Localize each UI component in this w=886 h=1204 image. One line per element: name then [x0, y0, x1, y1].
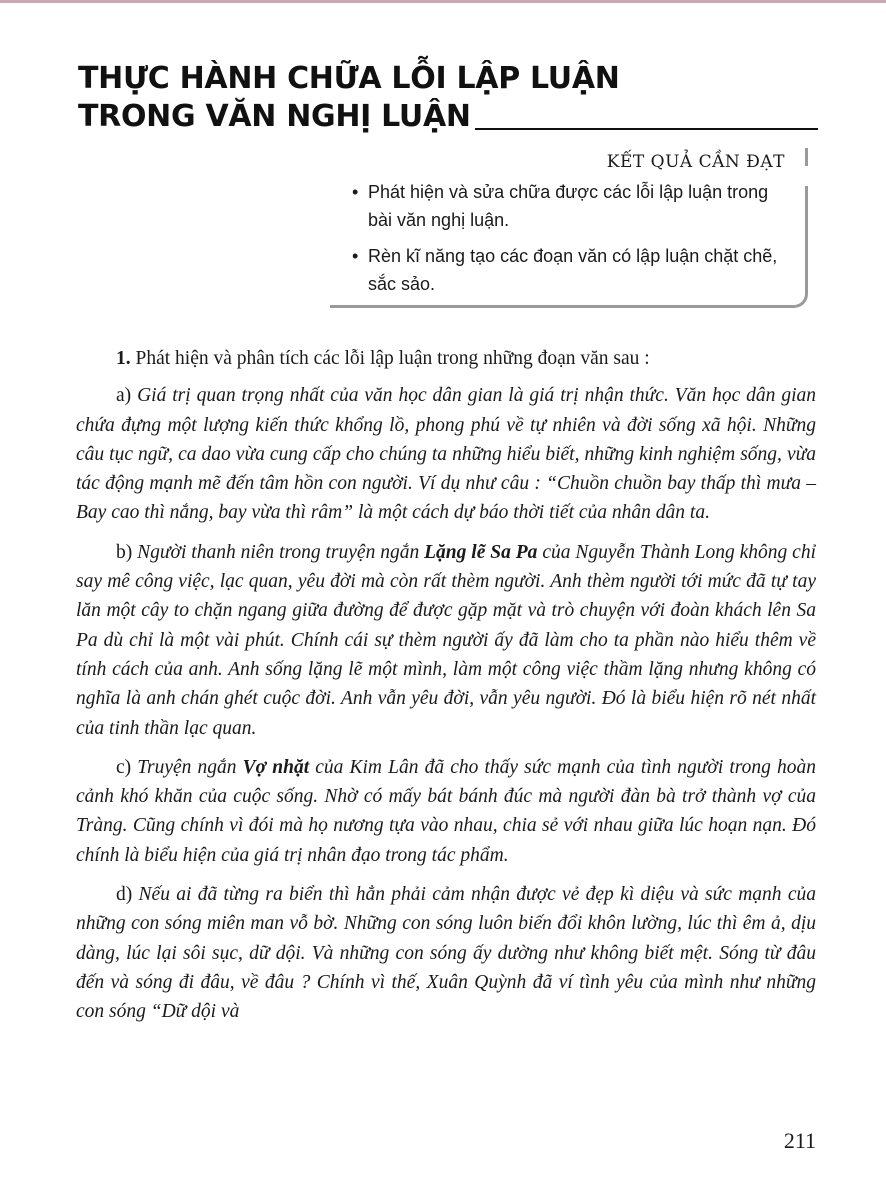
- exercise-1-prompt: [76, 344, 816, 373]
- title-underline-rule: [475, 128, 818, 130]
- goal-text: Phát hiện và sửa chữa được các lỗi lập luận trong bài văn nghị luận.: [368, 182, 769, 230]
- paragraph-c: [76, 753, 816, 870]
- paragraph-a: [76, 381, 816, 527]
- exercise-prompt-text: Phát hiện và phân tích các lỗi lập luận trong những đoạn văn sau :: [130, 348, 650, 369]
- paragraph-d-label: d): [116, 884, 139, 906]
- exercise-number: 1.: [116, 348, 131, 369]
- paragraph-d: [76, 880, 816, 1026]
- work-title-vo-nhat: Vợ nhặt: [242, 756, 310, 778]
- goals-heading: KẾT QUẢ CẦN ĐẠT: [606, 152, 785, 172]
- paragraph-a-label: a): [116, 385, 138, 407]
- title-line-2-row: [78, 98, 818, 136]
- bullet-icon: •: [352, 246, 359, 266]
- paragraph-b-text-after: của Nguyễn Thành Long không chỉ say mê công việc, lạc quan, yêu đời mà còn rất thèm người. Anh thèm người tới mức đã tự tay lăn một cây to chặn ngang giữa đường để được gặp mặt và trò chuyện với đoàn khách lên Sa Pa dù chỉ là một vài phút. Chính cái sự thèm người ấy đã làm cho ta phần nào hiểu thêm về tính cách của anh. Anh sống lặng lẽ một mình, làm một công việc thầm lặng nhưng không có nghĩa là anh chán ghét cuộc đời. Anh vẫn yêu đời, vẫn yêu người. Đó là biểu hiện rõ nét nhất của tinh thần lạc quan.: [76, 541, 816, 739]
- paragraph-b-label: b): [116, 541, 138, 563]
- goal-text: Rèn kĩ năng tạo các đoạn văn có lập luận chặt chẽ, sắc sảo.: [368, 246, 778, 294]
- bullet-icon: •: [352, 182, 359, 202]
- paragraph-c-text-after: của Kim Lân đã cho thấy sức mạnh của tình người trong hoàn cảnh khó khăn của cuộc sống. Nhờ có mấy bát bánh đúc mà người đàn bà trở thành vợ của Tràng. Cũng chính vì đói mà họ nương tựa vào nhau, chia sẻ với nhau giữa lúc hoạn nạn. Đó chính là biểu hiện của giá trị nhân đạo trong tác phẩm.: [76, 756, 817, 866]
- paragraph-b: [76, 538, 816, 743]
- paragraph-b-text-before: Người thanh niên trong truyện ngắn: [137, 541, 425, 563]
- page-number: 211: [783, 1128, 816, 1153]
- paragraph-c-text-before: Truyện ngắn: [137, 756, 243, 778]
- top-border-rule: [0, 0, 886, 3]
- paragraph-a-text: Giá trị quan trọng nhất của văn học dân gian là giá trị nhận thức. Văn học dân gian chứa đựng một lượng kiến thức khổng lồ, phong phú về tự nhiên và đời sống xã hội. Những câu tục ngữ, ca dao vừa cung cấp cho chúng ta những hiểu biết, những kinh nghiệm sống, vừa tác động mạnh mẽ đến tâm hồn con người. Ví dụ như câu : “Chuồn chuồn bay thấp thì mưa – Bay cao thì nắng, bay vừa thì râm” là một cách dự báo thời tiết của nhân dân ta.: [76, 385, 816, 524]
- title-line-2: TRONG VĂN NGHỊ LUẬN: [78, 99, 471, 134]
- paragraph-d-text: Nếu ai đã từng ra biển thì hẳn phải cảm nhận được vẻ đẹp kì diệu và sức mạnh của những con sóng miên man vỗ bờ. Những con sóng luôn biến đổi khôn lường, lúc thì êm ả, dịu dàng, lúc lại sôi sục, dữ dội. Và những con sóng ấy dường như không biết mệt. Sóng từ đâu đến và sóng đi đâu, về đâu ? Chính vì thế, Xuân Quỳnh đã ví tình yêu của mình như những con sóng “Dữ dội và: [76, 884, 816, 1023]
- goal-item: [352, 178, 792, 234]
- title-line-1: THỰC HÀNH CHỮA LỖI LẬP LUẬN: [78, 61, 620, 96]
- exercise-content: [76, 344, 816, 1037]
- goals-list: [352, 178, 792, 306]
- work-title-lang-le-sa-pa: Lặng lẽ Sa Pa: [424, 541, 538, 563]
- goal-item: [352, 242, 792, 298]
- paragraph-c-label: c): [116, 756, 138, 778]
- learning-goals-box: [330, 148, 808, 308]
- lesson-title: [78, 60, 818, 136]
